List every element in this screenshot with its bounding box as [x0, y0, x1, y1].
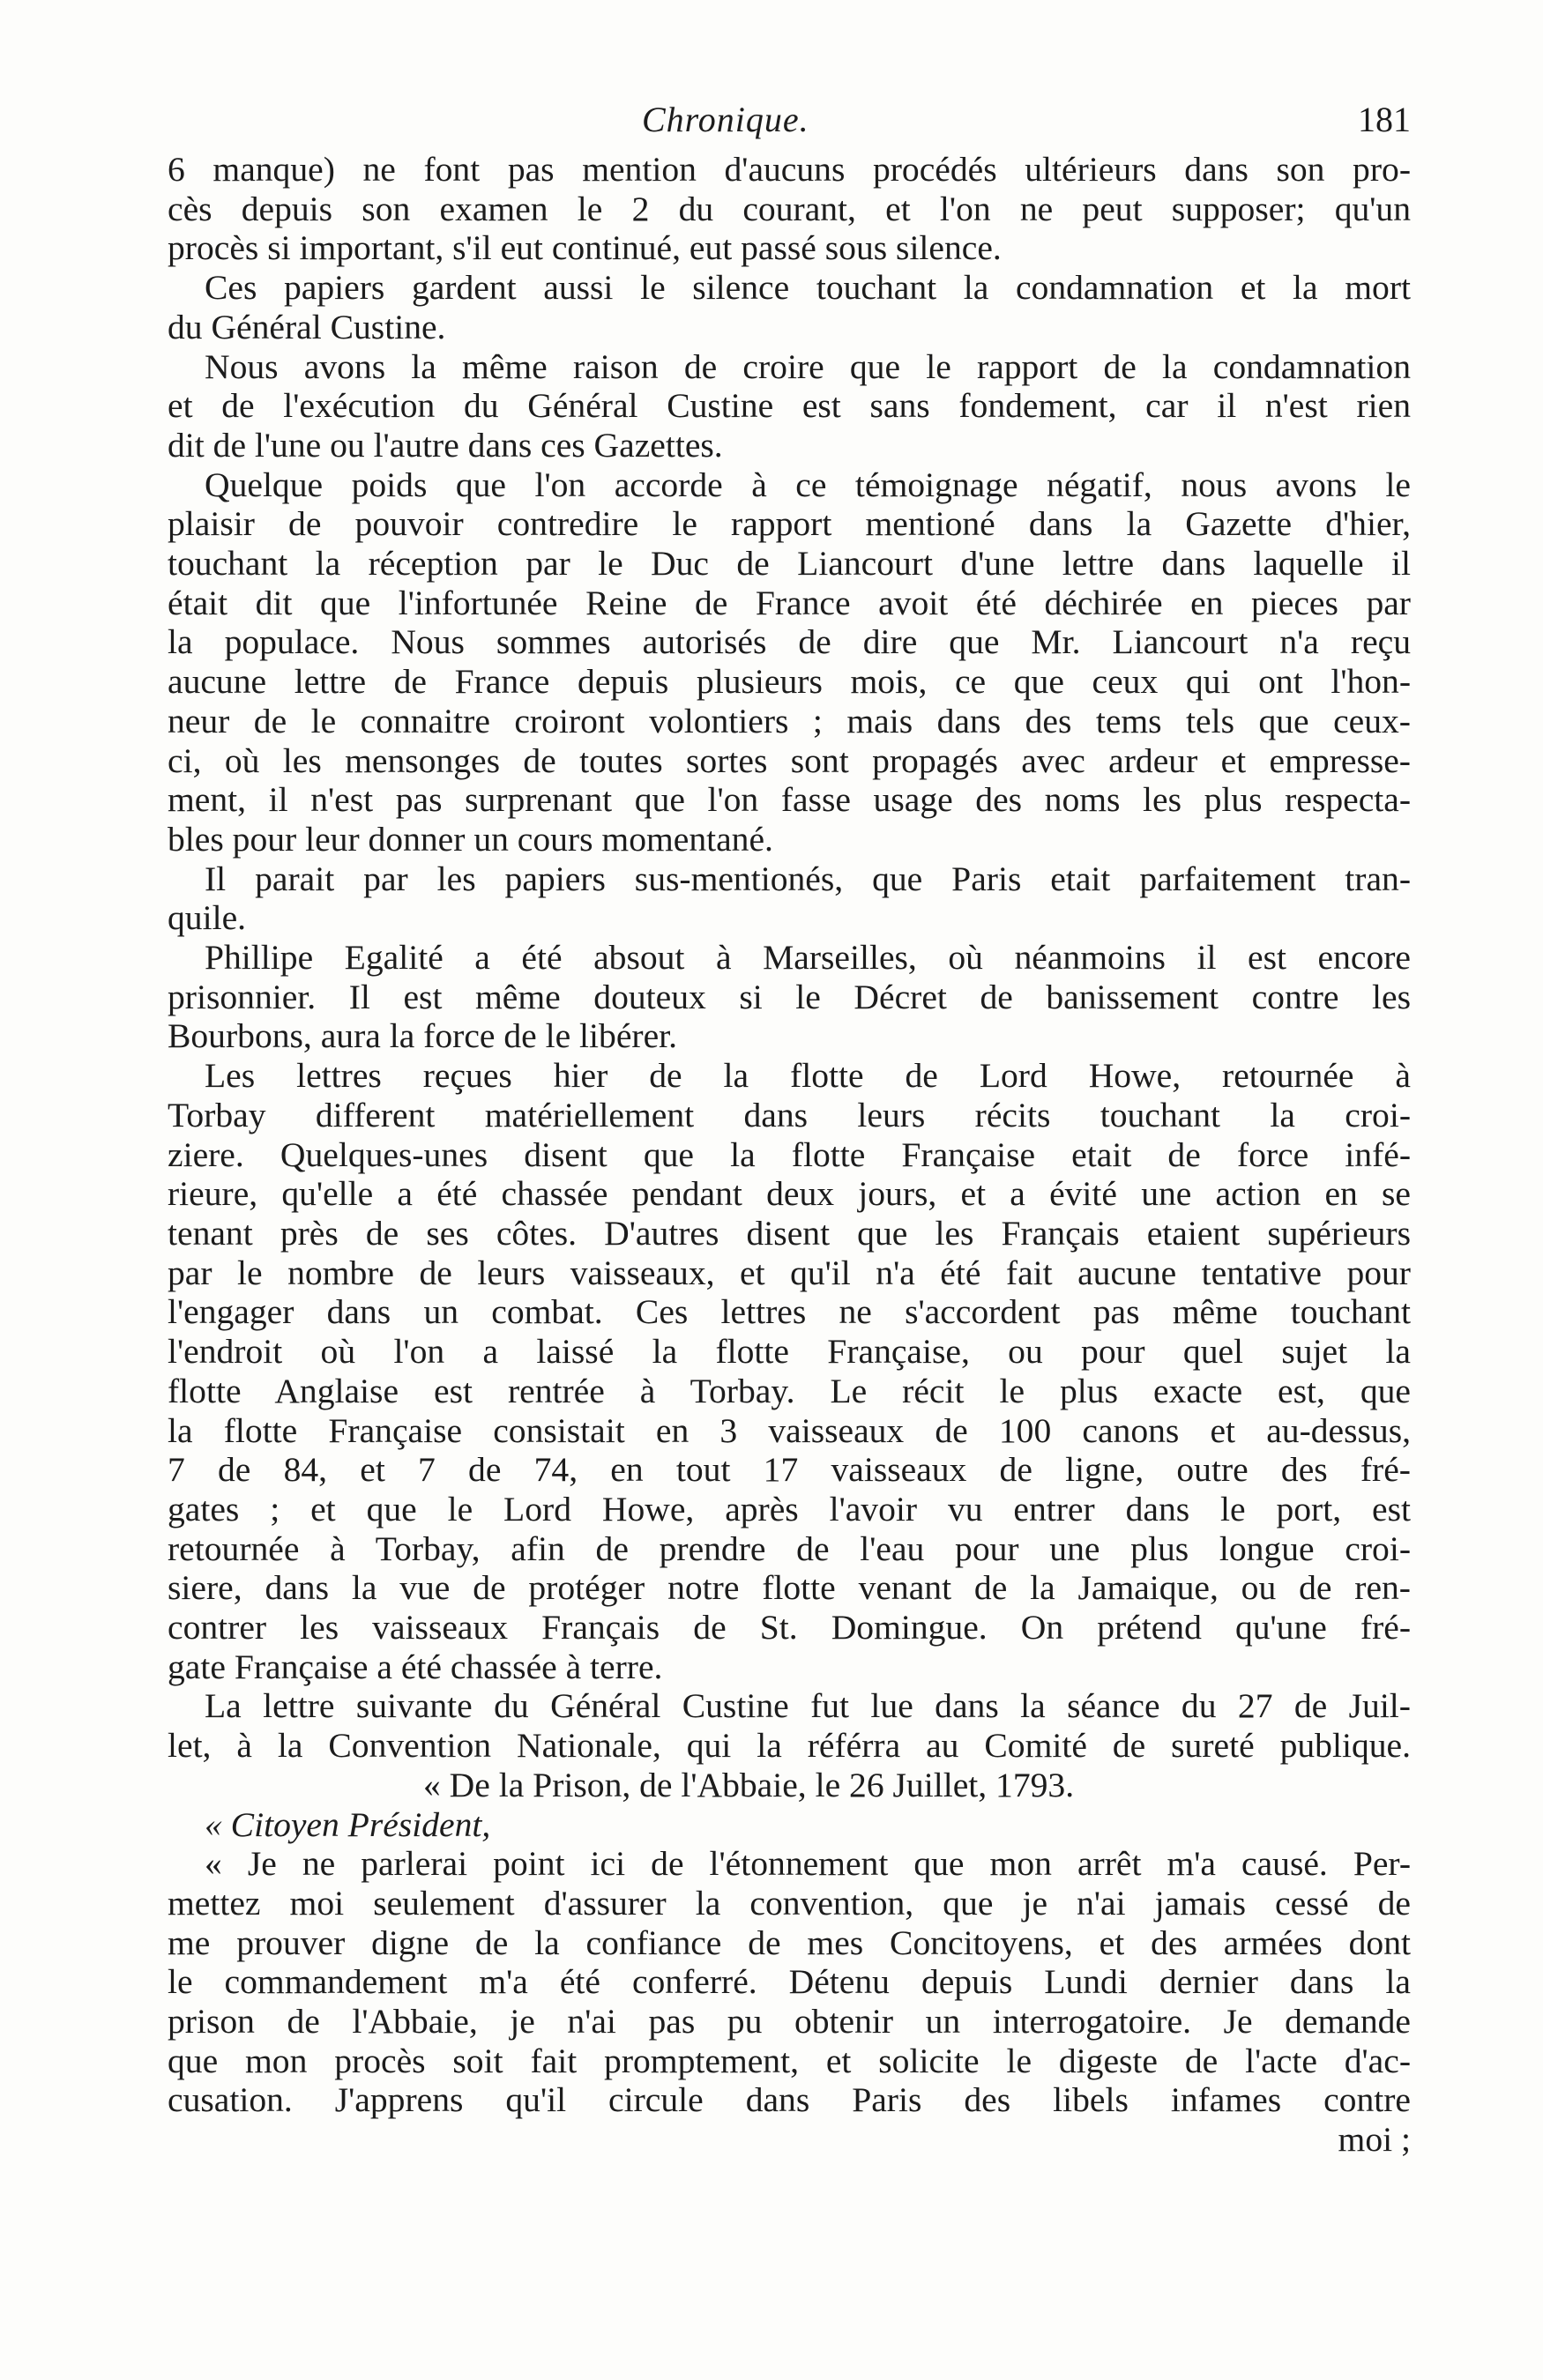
- text-line: l'engager dans un combat. Ces lettres ne s'accordent pas même touchant: [168, 1292, 1411, 1332]
- text-line: l'endroit où l'on a laissé la flotte Française, ou pour quel sujet la: [168, 1332, 1411, 1372]
- text-line: mettez moi seulement d'assurer la convention, que je n'ai jamais cessé de: [168, 1883, 1411, 1923]
- text-line: Les lettres reçues hier de la flotte de Lord Howe, retournée à: [205, 1056, 1411, 1096]
- text-line: la populace. Nous sommes autorisés de dire que Mr. Liancourt n'a reçu: [168, 622, 1411, 662]
- text-line: gate Française a été chassée à terre.: [168, 1647, 663, 1686]
- text-line: Quelque poids que l'on accorde à ce témoignage négatif, nous avons le: [205, 465, 1411, 504]
- text-line: quile.: [168, 898, 247, 938]
- text-line: était dit que l'infortunée Reine de France avoit été déchirée en pieces par: [168, 583, 1411, 622]
- text-line: contrer les vaisseaux Français de St. Domingue. On prétend qu'une fré-: [168, 1608, 1411, 1647]
- text-line: « Citoyen Président,: [205, 1804, 491, 1844]
- text-line: aucune lettre de France depuis plusieurs mois, ce que ceux qui ont l'hon-: [168, 662, 1411, 702]
- text-line: touchant la réception par le Duc de Liancourt d'une lettre dans laquelle il: [168, 544, 1411, 584]
- text-line: prisonnier. Il est même douteux si le Décret de banissement contre les: [168, 977, 1411, 1016]
- running-title: Chronique.: [642, 100, 809, 139]
- text-line: cusation. J'apprens qu'il circule dans Paris des libels infames contre: [168, 2080, 1411, 2120]
- text-line: retournée à Torbay, afin de prendre de l'eau pour une plus longue croi-: [168, 1528, 1411, 1568]
- text-line: let, à la Convention Nationale, qui la référra au Comité de sureté publique.: [168, 1726, 1411, 1766]
- body-text: [168, 150, 1411, 2160]
- text-line: Bourbons, aura la force de le libérer.: [168, 1016, 678, 1056]
- text-line: rieure, qu'elle a été chassée pendant deux jours, et a évité une action en se: [168, 1174, 1411, 1214]
- text-line: ci, où les mensonges de toutes sortes sont propagés avec ardeur et empresse-: [168, 740, 1411, 780]
- text-line: et de l'exécution du Général Custine est sans fondement, car il n'est rien: [168, 386, 1411, 426]
- text-line: moi ;: [1338, 2120, 1411, 2160]
- text-line: par le nombre de leurs vaisseaux, et qu'il n'a été fait aucune tentative pour: [168, 1253, 1411, 1292]
- text-line: cès depuis son examen le 2 du courant, et l'on ne peut supposer; qu'un: [168, 189, 1411, 228]
- text-line: 7 de 84, et 7 de 74, en tout 17 vaisseaux de ligne, outre des fré-: [168, 1450, 1411, 1490]
- text-line: bles pour leur donner un cours momentané.: [168, 819, 773, 859]
- text-line: gates ; et que le Lord Howe, après l'avoir vu entrer dans le port, est: [168, 1489, 1411, 1528]
- text-line: flotte Anglaise est rentrée à Torbay. Le récit le plus exacte est, que: [168, 1371, 1411, 1410]
- text-line: 6 manque) ne font pas mention d'aucuns procédés ultérieurs dans son pro-: [168, 150, 1411, 189]
- text-line: Phillipe Egalité a été absout à Marseilles, où néanmoins il est encore: [205, 938, 1411, 978]
- text-line: Nous avons la même raison de croire que le rapport de la condamnation: [205, 346, 1411, 386]
- text-line: ment, il n'est pas surprenant que l'on fasse usage des noms les plus respecta-: [168, 780, 1411, 820]
- text-line: dit de l'une ou l'autre dans ces Gazettes.: [168, 425, 723, 465]
- text-line: Ces papiers gardent aussi le silence touchant la condamnation et la mort: [205, 268, 1411, 308]
- text-line: Torbay different matériellement dans leurs récits touchant la croi-: [168, 1095, 1411, 1134]
- text-line: tenant près de ses côtes. D'autres disent que les Français etaient supérieurs: [168, 1213, 1411, 1253]
- text-line: ziere. Quelques-unes disent que la flotte Française etait de force infé-: [168, 1134, 1411, 1174]
- text-line: prison de l'Abbaie, je n'ai pas pu obtenir un interrogatoire. Je demande: [168, 2002, 1411, 2042]
- text-line: neur de le connaitre croiront volontiers ; mais dans des tems tels que ceux-: [168, 701, 1411, 740]
- text-line: siere, dans la vue de protéger notre flotte venant de la Jamaique, ou de ren-: [168, 1568, 1411, 1608]
- text-line: la flotte Française consistait en 3 vaisseaux de 100 canons et au-dessus,: [168, 1410, 1411, 1450]
- text-line: plaisir de pouvoir contredire le rapport mentioné dans la Gazette d'hier,: [168, 504, 1411, 544]
- text-line: que mon procès soit fait promptement, et solicite le digeste de l'acte d'ac-: [168, 2041, 1411, 2080]
- page-number: 181: [1358, 100, 1411, 139]
- text-line: le commandement m'a été conferré. Détenu depuis Lundi dernier dans la: [168, 1962, 1411, 2002]
- text-line: « De la Prison, de l'Abbaie, le 26 Juillet, 1793.: [423, 1765, 1075, 1804]
- text-line: « Je ne parlerai point ici de l'étonnement que mon arrêt m'a causé. Per-: [205, 1844, 1411, 1884]
- text-line: Il parait par les papiers sus-mentionés, que Paris etait parfaitement tran-: [205, 859, 1411, 898]
- text-line: me prouver digne de la confiance de mes Concitoyens, et des armées dont: [168, 1923, 1411, 1962]
- text-line: La lettre suivante du Général Custine fut lue dans la séance du 27 de Juil-: [205, 1686, 1411, 1726]
- text-line: du Général Custine.: [168, 307, 446, 346]
- text-line: procès si important, s'il eut continué, eut passé sous silence.: [168, 228, 1002, 268]
